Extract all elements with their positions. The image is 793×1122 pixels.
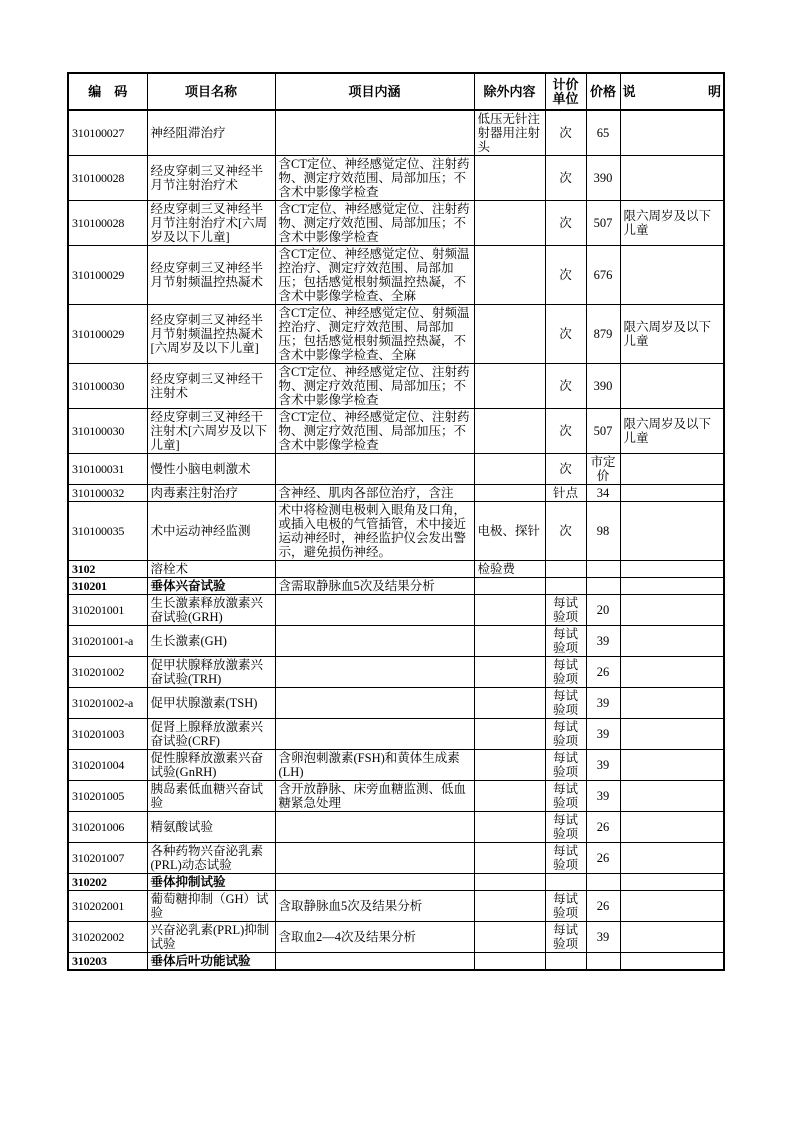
cell-note: 限六周岁及以下儿童 (620, 305, 724, 364)
cell-content (275, 454, 474, 485)
cell-note (620, 688, 724, 719)
cell-price (586, 874, 620, 891)
cell-content (275, 719, 474, 750)
cell-name: 促甲状腺激素(TSH) (147, 688, 275, 719)
cell-note (620, 595, 724, 626)
cell-name: 垂体兴奋试验 (147, 578, 275, 595)
table-row (68, 454, 724, 485)
cell-unit (545, 874, 586, 891)
cell-name: 经皮穿刺三叉神经半月节注射治疗术[六周岁及以下儿童] (147, 201, 275, 246)
cell-content: 含取静脉血5次及结果分析 (275, 891, 474, 922)
table-row (68, 843, 724, 874)
table-row (68, 502, 724, 561)
cell-price: 507 (586, 201, 620, 246)
table-row (68, 578, 724, 595)
cell-note (620, 719, 724, 750)
cell-note (620, 922, 724, 953)
cell-exclusion (474, 922, 545, 953)
cell-code: 310100032 (68, 485, 147, 502)
cell-code: 3102 (68, 561, 147, 578)
cell-code: 310201004 (68, 750, 147, 781)
cell-name: 肉毒素注射治疗 (147, 485, 275, 502)
cell-name: 促肾上腺释放激素兴奋试验(CRF) (147, 719, 275, 750)
cell-unit: 次 (545, 246, 586, 305)
cell-unit: 次 (545, 502, 586, 561)
table-row (68, 812, 724, 843)
cell-unit: 每试验项 (545, 750, 586, 781)
cell-exclusion (474, 812, 545, 843)
cell-code: 310201001 (68, 595, 147, 626)
table-row (68, 305, 724, 364)
cell-content (275, 874, 474, 891)
cell-unit: 次 (545, 454, 586, 485)
cell-content: 含开放静脉、床旁血糖监测、低血糖紧急处理 (275, 781, 474, 812)
cell-price: 879 (586, 305, 620, 364)
cell-content: 含需取静脉血5次及结果分析 (275, 578, 474, 595)
cell-unit: 每试验项 (545, 891, 586, 922)
cell-price: 507 (586, 409, 620, 454)
cell-note (620, 812, 724, 843)
table-row (68, 201, 724, 246)
table-row (68, 874, 724, 891)
cell-exclusion (474, 874, 545, 891)
cell-note (620, 454, 724, 485)
cell-exclusion (474, 657, 545, 688)
cell-unit: 每试验项 (545, 595, 586, 626)
cell-note (620, 246, 724, 305)
table-row (68, 110, 724, 156)
cell-note (620, 364, 724, 409)
table-header (68, 73, 724, 110)
cell-exclusion (474, 843, 545, 874)
table-body (68, 110, 724, 970)
cell-code: 310100030 (68, 409, 147, 454)
cell-note: 限六周岁及以下儿童 (620, 409, 724, 454)
cell-code: 310100035 (68, 502, 147, 561)
cell-exclusion (474, 750, 545, 781)
cell-exclusion (474, 719, 545, 750)
table-row (68, 953, 724, 971)
table-row (68, 246, 724, 305)
cell-name: 促甲状腺释放激素兴奋试验(TRH) (147, 657, 275, 688)
cell-exclusion (474, 305, 545, 364)
cell-note (620, 843, 724, 874)
cell-exclusion: 检验费 (474, 561, 545, 578)
cell-price: 390 (586, 364, 620, 409)
cell-content (275, 626, 474, 657)
cell-exclusion: 低压无针注射器用注射头 (474, 110, 545, 156)
cell-unit: 每试验项 (545, 719, 586, 750)
cell-exclusion (474, 578, 545, 595)
cell-note (620, 561, 724, 578)
cell-note (620, 485, 724, 502)
cell-price: 20 (586, 595, 620, 626)
header-row (68, 73, 724, 110)
cell-note (620, 953, 724, 971)
cell-name: 经皮穿刺三叉神经半月节射频温控热凝术[六周岁及以下儿童] (147, 305, 275, 364)
cell-name: 精氨酸试验 (147, 812, 275, 843)
cell-content (275, 812, 474, 843)
cell-note: 限六周岁及以下儿童 (620, 201, 724, 246)
cell-unit: 每试验项 (545, 688, 586, 719)
cell-exclusion (474, 156, 545, 201)
table-row (68, 626, 724, 657)
cell-exclusion (474, 891, 545, 922)
cell-code: 310201005 (68, 781, 147, 812)
header-unit: 计价单位 (545, 73, 586, 110)
cell-price (586, 953, 620, 971)
cell-code: 310201 (68, 578, 147, 595)
cell-price: 26 (586, 812, 620, 843)
cell-name: 兴奋泌乳素(PRL)抑制试验 (147, 922, 275, 953)
cell-content (275, 843, 474, 874)
cell-code: 310201006 (68, 812, 147, 843)
cell-code: 310201002-a (68, 688, 147, 719)
cell-name: 各种药物兴奋泌乳素(PRL)动态试验 (147, 843, 275, 874)
cell-price (586, 561, 620, 578)
cell-exclusion (474, 688, 545, 719)
cell-price: 39 (586, 688, 620, 719)
cell-price: 39 (586, 719, 620, 750)
cell-content: 含取血2—4次及结果分析 (275, 922, 474, 953)
cell-content: 含CT定位、神经感觉定位、射频温控治疗、测定疗效范围、局部加压；包括感觉根射频温控热凝，不含术中影像学检查、全麻 (275, 305, 474, 364)
cell-name: 神经阻滞治疗 (147, 110, 275, 156)
cell-price: 26 (586, 657, 620, 688)
cell-price: 市定价 (586, 454, 620, 485)
cell-unit: 次 (545, 201, 586, 246)
cell-unit: 每试验项 (545, 843, 586, 874)
cell-exclusion: 电极、探针 (474, 502, 545, 561)
cell-unit: 次 (545, 110, 586, 156)
table-row (68, 750, 724, 781)
cell-exclusion (474, 595, 545, 626)
cell-unit: 次 (545, 409, 586, 454)
cell-content (275, 953, 474, 971)
cell-code: 310202 (68, 874, 147, 891)
cell-code: 310203 (68, 953, 147, 971)
cell-content: 含CT定位、神经感觉定位、注射药物、测定疗效范围、局部加压；不含术中影像学检查 (275, 201, 474, 246)
cell-note (620, 750, 724, 781)
header-name: 项目名称 (147, 73, 275, 110)
cell-exclusion (474, 409, 545, 454)
cell-note (620, 578, 724, 595)
cell-unit (545, 578, 586, 595)
cell-price: 39 (586, 922, 620, 953)
cell-price: 26 (586, 843, 620, 874)
cell-code: 310201001-a (68, 626, 147, 657)
table-row (68, 688, 724, 719)
cell-unit: 每试验项 (545, 922, 586, 953)
table-row (68, 561, 724, 578)
cell-price: 39 (586, 750, 620, 781)
cell-code: 310100029 (68, 246, 147, 305)
cell-exclusion (474, 246, 545, 305)
cell-unit: 针点 (545, 485, 586, 502)
cell-code: 310100029 (68, 305, 147, 364)
cell-content: 含卵泡刺激素(FSH)和黄体生成素(LH) (275, 750, 474, 781)
cell-unit: 次 (545, 305, 586, 364)
cell-price: 676 (586, 246, 620, 305)
cell-price (586, 578, 620, 595)
cell-exclusion (474, 781, 545, 812)
cell-code: 310100030 (68, 364, 147, 409)
header-exclusion: 除外内容 (474, 73, 545, 110)
cell-name: 术中运动神经监测 (147, 502, 275, 561)
cell-note (620, 657, 724, 688)
cell-name: 葡萄糖抑制（GH）试验 (147, 891, 275, 922)
cell-price: 390 (586, 156, 620, 201)
table-row (68, 485, 724, 502)
cell-name: 垂体抑制试验 (147, 874, 275, 891)
cell-name: 慢性小脑电刺激术 (147, 454, 275, 485)
cell-unit (545, 953, 586, 971)
cell-exclusion (474, 626, 545, 657)
cell-content (275, 595, 474, 626)
cell-code: 310100028 (68, 156, 147, 201)
cell-name: 经皮穿刺三叉神经半月节射频温控热凝术 (147, 246, 275, 305)
cell-unit: 次 (545, 364, 586, 409)
cell-code: 310202001 (68, 891, 147, 922)
cell-name: 溶栓术 (147, 561, 275, 578)
cell-price: 26 (586, 891, 620, 922)
cell-name: 经皮穿刺三叉神经干注射术 (147, 364, 275, 409)
cell-name: 经皮穿刺三叉神经干注射术[六周岁及以下儿童] (147, 409, 275, 454)
cell-unit: 每试验项 (545, 657, 586, 688)
header-content: 项目内涵 (275, 73, 474, 110)
cell-price: 34 (586, 485, 620, 502)
header-code: 编 码 (68, 73, 147, 110)
cell-code: 310100027 (68, 110, 147, 156)
table-row (68, 657, 724, 688)
cell-exclusion (474, 364, 545, 409)
cell-content: 术中将检测电极刺入眼角及口角，或插入电极的气管插管，术中接近运动神经时，神经监护仪会发出警示，避免损伤神经。 (275, 502, 474, 561)
cell-exclusion (474, 454, 545, 485)
cell-name: 生长激素(GH) (147, 626, 275, 657)
cell-content (275, 110, 474, 156)
cell-price: 39 (586, 626, 620, 657)
cell-name: 生长激素释放激素兴奋试验(GRH) (147, 595, 275, 626)
fee-schedule-table (67, 72, 725, 971)
cell-unit: 每试验项 (545, 812, 586, 843)
cell-code: 310201003 (68, 719, 147, 750)
cell-content (275, 688, 474, 719)
cell-unit (545, 561, 586, 578)
header-note: 说 明 (620, 73, 724, 110)
cell-note (620, 874, 724, 891)
cell-exclusion (474, 953, 545, 971)
table-row (68, 409, 724, 454)
table-row (68, 364, 724, 409)
cell-content (275, 561, 474, 578)
cell-note (620, 891, 724, 922)
table-row (68, 156, 724, 201)
cell-price: 39 (586, 781, 620, 812)
cell-price: 98 (586, 502, 620, 561)
cell-content: 含CT定位、神经感觉定位、注射药物、测定疗效范围、局部加压；不含术中影像学检查 (275, 364, 474, 409)
cell-exclusion (474, 201, 545, 246)
cell-note (620, 781, 724, 812)
cell-content: 含CT定位、神经感觉定位、射频温控治疗、测定疗效范围、局部加压；包括感觉根射频温控热凝，不含术中影像学检查、全麻 (275, 246, 474, 305)
cell-code: 310201007 (68, 843, 147, 874)
cell-name: 胰岛素低血糖兴奋试验 (147, 781, 275, 812)
cell-content: 含CT定位、神经感觉定位、注射药物、测定疗效范围、局部加压；不含术中影像学检查 (275, 156, 474, 201)
cell-content (275, 657, 474, 688)
cell-price: 65 (586, 110, 620, 156)
cell-note (620, 110, 724, 156)
cell-code: 310202002 (68, 922, 147, 953)
cell-name: 垂体后叶功能试验 (147, 953, 275, 971)
cell-code: 310100031 (68, 454, 147, 485)
cell-code: 310100028 (68, 201, 147, 246)
cell-content: 含CT定位、神经感觉定位、注射药物、测定疗效范围、局部加压；不含术中影像学检查 (275, 409, 474, 454)
cell-unit: 每试验项 (545, 626, 586, 657)
table-row (68, 781, 724, 812)
cell-code: 310201002 (68, 657, 147, 688)
cell-content: 含神经、肌肉各部位治疗，含注 (275, 485, 474, 502)
cell-name: 经皮穿刺三叉神经半月节注射治疗术 (147, 156, 275, 201)
cell-unit: 次 (545, 156, 586, 201)
cell-note (620, 626, 724, 657)
header-price: 价格 (586, 73, 620, 110)
table-row (68, 595, 724, 626)
cell-note (620, 156, 724, 201)
cell-exclusion (474, 485, 545, 502)
cell-unit: 每试验项 (545, 781, 586, 812)
table-row (68, 922, 724, 953)
cell-note (620, 502, 724, 561)
table-row (68, 719, 724, 750)
cell-name: 促性腺释放激素兴奋试验(GnRH) (147, 750, 275, 781)
table-row (68, 891, 724, 922)
